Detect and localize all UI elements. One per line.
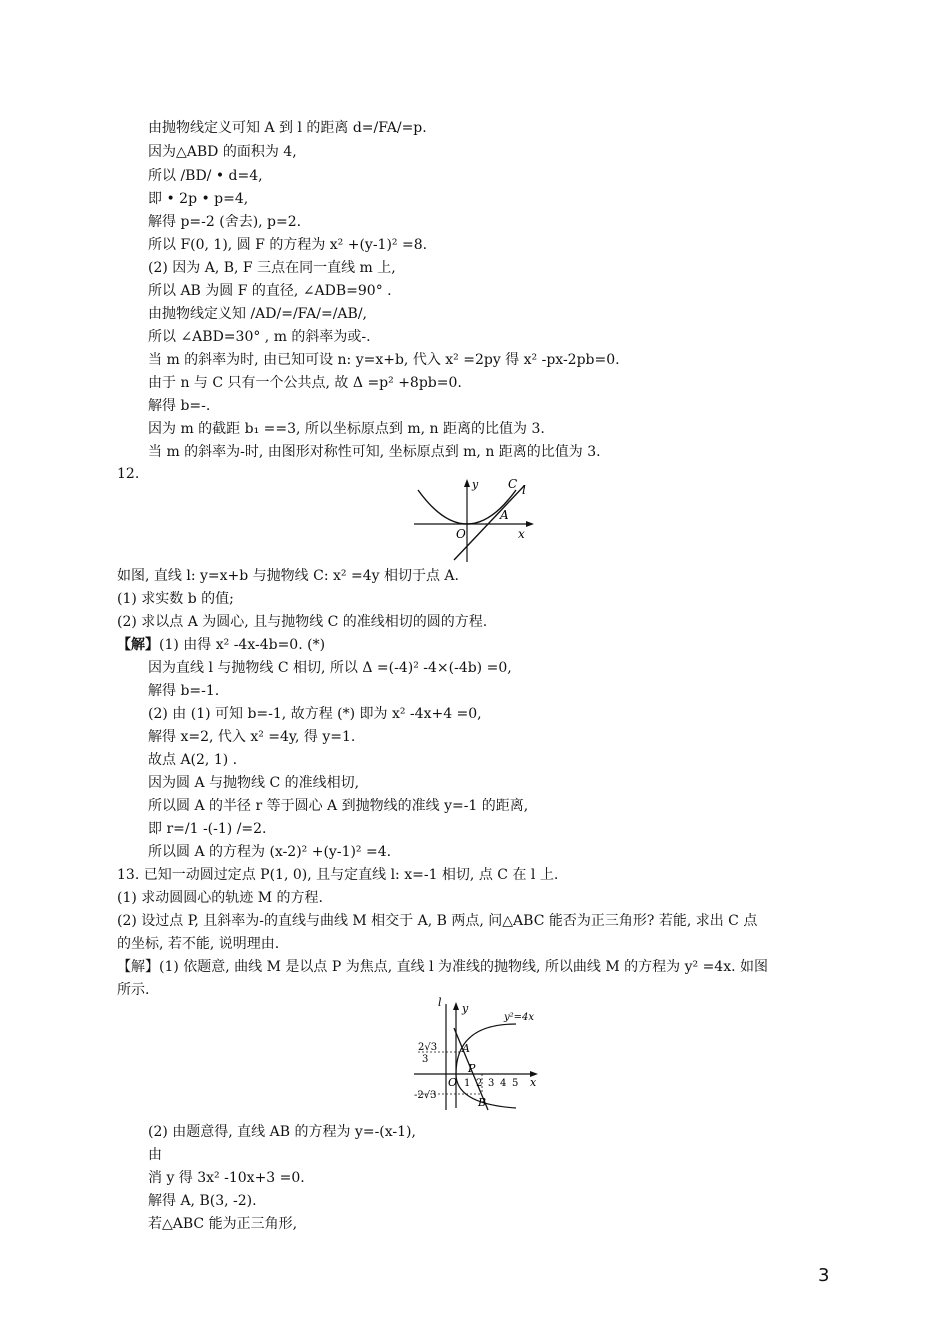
solution-line: 因为直线 l 与抛物线 C 相切, 所以 Δ =(-4)² -4×(-4b) =0,: [148, 660, 512, 676]
question-number: 12.: [117, 466, 140, 482]
text-line: 所以 F(0, 1), 圆 F 的方程为 x² +(y-1)² =8.: [148, 237, 428, 253]
question-text: 13. 已知一动圆过定点 P(1, 0), 且与定直线 l: x=-1 相切, 点 C 在 l 上.: [117, 867, 559, 883]
tick-label-x: 3: [488, 1078, 495, 1089]
figure-parabola-tangent: [412, 472, 542, 564]
origin-label: O: [448, 1076, 458, 1089]
solution-line: 所以圆 A 的半径 r 等于圆心 A 到抛物线的准线 y=-1 的距离,: [148, 798, 529, 814]
solution-tag: 【解】(1) 由得 x² -4x-4b=0. (*): [117, 637, 326, 653]
tick-label-top-den: 3: [422, 1054, 429, 1065]
solution-line: (2) 由 (1) 可知 b=-1, 故方程 (*) 即为 x² -4x+4 =0,: [148, 706, 482, 722]
curve-label-c: C: [508, 477, 518, 491]
text-line: 即 • 2p • p=4,: [148, 191, 249, 207]
question-text: (2) 设过点 P, 且斜率为-的直线与曲线 M 相交于 A, B 两点, 问△ABC 能否为正三角形? 若能, 求出 C 点: [117, 913, 758, 929]
solution-line: 若△ABC 能为正三角形,: [148, 1216, 298, 1232]
line-label-l: l: [522, 483, 526, 497]
point-label-a: A: [500, 508, 509, 522]
question-text: 如图, 直线 l: y=x+b 与抛物线 C: x² =4y 相切于点 A.: [117, 568, 459, 584]
tick-label-bottom: -2√3: [414, 1090, 437, 1101]
text-line: 所以 AB 为圆 F 的直径, ∠ADB=90° .: [148, 283, 392, 299]
text-line: 解得 p=-2 (舍去), p=2.: [148, 214, 302, 230]
solution-line: 故点 A(2, 1) .: [148, 752, 238, 768]
solution-line: 由: [148, 1147, 162, 1163]
solution-line: 解得 b=-1.: [148, 683, 220, 699]
curve-label: y²=4x: [504, 1012, 535, 1023]
question-text: (2) 求以点 A 为圆心, 且与抛物线 C 的准线相切的圆的方程.: [117, 614, 488, 630]
point-label-p: P: [468, 1062, 476, 1075]
text-line: 由于 n 与 C 只有一个公共点, 故 Δ =p² +8pb=0.: [148, 375, 462, 391]
tick-label-x: 4: [500, 1078, 507, 1089]
text-line: 当 m 的斜率为时, 由已知可设 n: y=x+b, 代入 x² =2py 得 x² -px-2pb=0.: [148, 352, 620, 368]
point-label-a: A: [462, 1042, 470, 1055]
tick-label-top-num: 2√3: [418, 1042, 438, 1053]
text-line: 由抛物线定义知 /AD/=/FA/=/AB/,: [148, 306, 368, 322]
question-text: (1) 求动圆圆心的轨迹 M 的方程.: [117, 890, 323, 906]
solution-line: (2) 由题意得, 直线 AB 的方程为 y=-(x-1),: [148, 1124, 416, 1140]
text-line: 当 m 的斜率为-时, 由图形对称性可知, 坐标原点到 m, n 距离的比值为 3.: [148, 444, 601, 460]
point-label-b: B: [478, 1096, 487, 1109]
tick-label-x: 5: [512, 1078, 519, 1089]
text-line: 因为 m 的截距 b₁ ==3, 所以坐标原点到 m, n 距离的比值为 3.: [148, 421, 545, 437]
solution-line: 消 y 得 3x² -10x+3 =0.: [148, 1170, 305, 1186]
solution-line: 解得 A, B(3, -2).: [148, 1193, 257, 1209]
solution-line: 解得 x=2, 代入 x² =4y, 得 y=1.: [148, 729, 356, 745]
tick-label-x: 2: [476, 1078, 483, 1089]
text-line: 所以 ∠ABD=30° , m 的斜率为或-.: [148, 329, 371, 345]
figure-parabola-y2-4x: [412, 996, 548, 1112]
tick-label-x: 1: [464, 1078, 471, 1089]
text-line: 因为△ABD 的面积为 4,: [148, 144, 297, 160]
solution-line: 所以圆 A 的方程为 (x-2)² +(y-1)² =4.: [148, 844, 392, 860]
solution-line: 因为圆 A 与抛物线 C 的准线相切,: [148, 775, 360, 791]
solution-line: 所示.: [117, 982, 150, 998]
axis-label-x: x: [530, 1076, 537, 1089]
axis-label-y: y: [472, 478, 479, 491]
question-text: (1) 求实数 b 的值;: [117, 591, 234, 607]
text-line: 由抛物线定义可知 A 到 l 的距离 d=/FA/=p.: [148, 120, 427, 136]
origin-label: O: [456, 527, 466, 541]
text-line: (2) 因为 A, B, F 三点在同一直线 m 上,: [148, 260, 396, 276]
question-text: 的坐标, 若不能, 说明理由.: [117, 936, 280, 952]
solution-line: 【解】(1) 依题意, 曲线 M 是以点 P 为焦点, 直线 l 为准线的抛物线, 所以曲线 M 的方程为 y² =4x. 如图: [117, 959, 769, 975]
solution-line: 即 r=/1 -(-1) /=2.: [148, 821, 267, 837]
text-line: 解得 b=-.: [148, 398, 211, 414]
text-line: 所以 /BD/ • d=4,: [148, 168, 263, 184]
line-label-l: l: [438, 996, 442, 1009]
page-number: 3: [818, 1265, 830, 1286]
axis-label-y: y: [462, 1002, 469, 1015]
axis-label-x: x: [518, 527, 525, 541]
